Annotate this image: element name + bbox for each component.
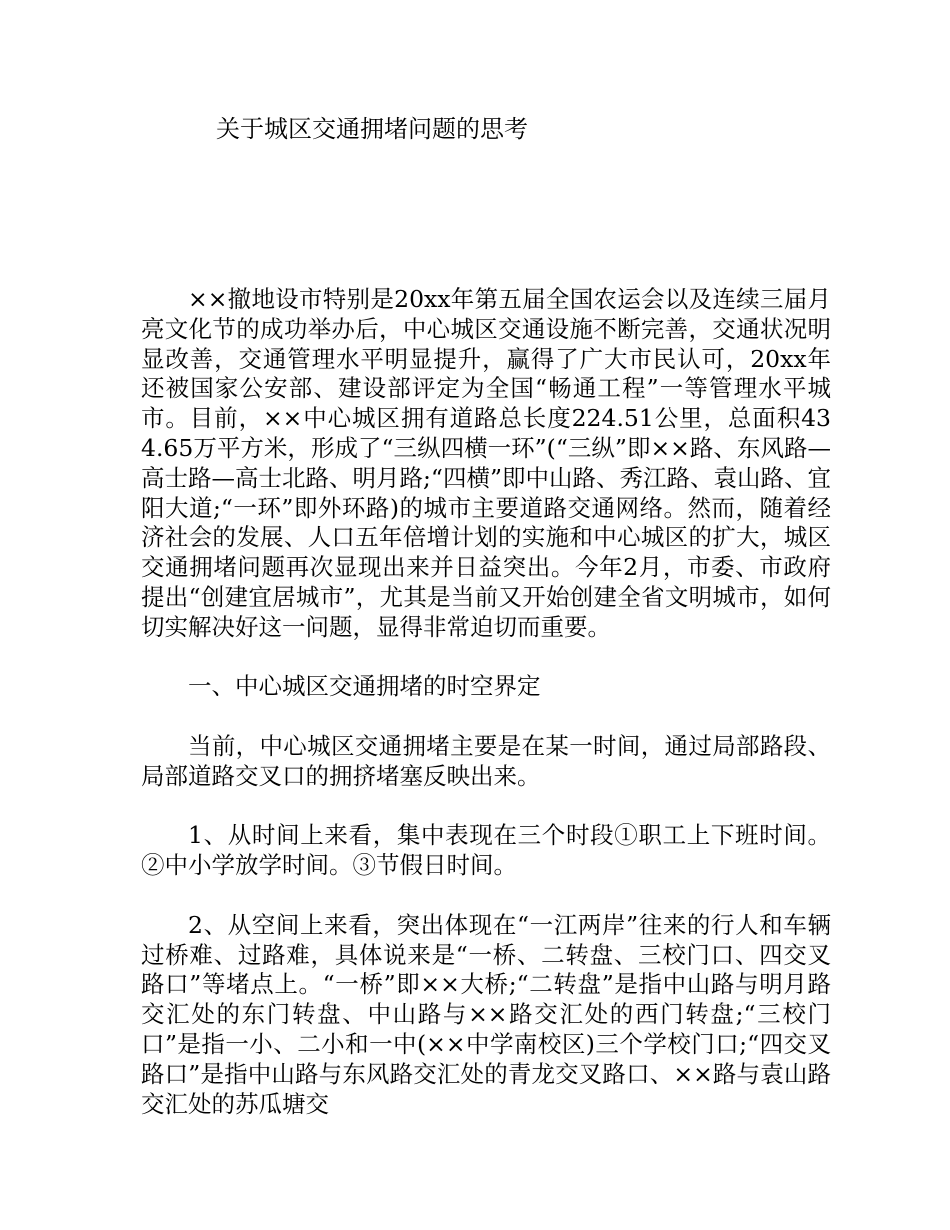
paragraph-intro: ××撤地设市特别是20xx年第五届全国农运会以及连续三届月亮文化节的成功举办后，中心城区交通设施不断完善，交通状况明显改善，交通管理水平明显提升，赢得了广大市民认可，20xx年还被国家公安部、建设部评定为全国“畅通工程”一等管理水平城市。目前，××中心城区拥有道路总长度224.51公里，总面积434.65万平方米，形成了“三纵四横一环”(“三纵”即××路、东风路—高士路—高士北路、明月路;“四横”即中山路、秀江路、袁山路、宜阳大道;“一环”即外环路)的城市主要道路交通网络。然而，随着经济社会的发展、人口五年倍增计划的实施和中心城区的扩大，城区交通拥堵问题再次显现出来并日益突出。今年2月，市委、市政府提出“创建宜居城市”，尤其是当前又开始创建全省文明城市，如何切实解决好这一问题，显得非常迫切而重要。	[141, 285, 831, 641]
paragraph-overview: 当前，中心城区交通拥堵主要是在某一时间，通过局部路段、局部道路交叉口的拥挤堵塞反映出来。	[141, 731, 831, 790]
document-title: 关于城区交通拥堵问题的思考	[216, 115, 528, 143]
paragraph-space: 2、从空间上来看，突出体现在“一江两岸”往来的行人和车辆过桥难、过路难，具体说来是“一桥、二转盘、三校门口、四交叉路口”等堵点上。“一桥”即××大桥;“二转盘”是指中山路与明月路交汇处的东门转盘、中山路与××路交汇处的西门转盘;“三校门口”是指一小、二小和一中(××中学南校区)三个学校门口;“四交叉路口”是指中山路与东风路交汇处的青龙交叉路口、××路与袁山路交汇处的苏瓜塘交	[141, 910, 831, 1118]
paragraph-time: 1、从时间上来看，集中表现在三个时段①职工上下班时间。②中小学放学时间。③节假日时间。	[141, 821, 831, 880]
document-body	[141, 285, 831, 1119]
section-heading: 一、中心城区交通拥堵的时空界定	[188, 672, 541, 701]
